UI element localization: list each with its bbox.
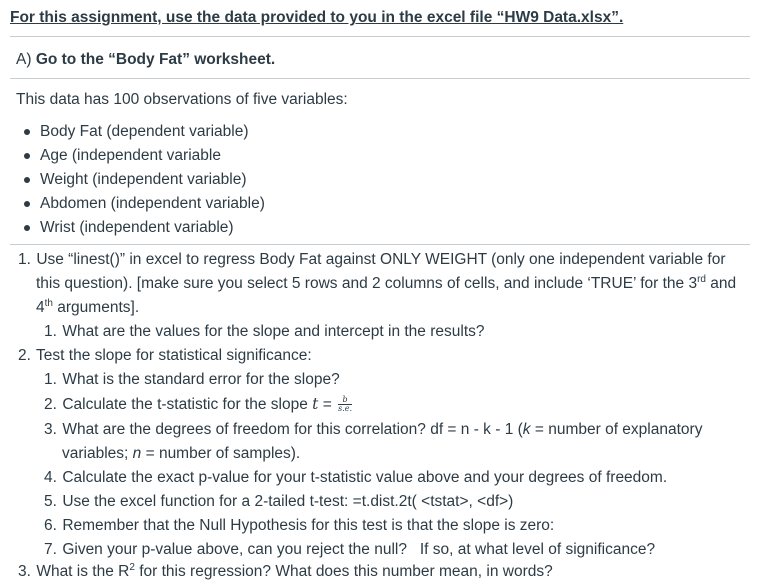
divider [10,78,750,79]
bullet-icon [24,201,30,207]
question-2-sub-3: 3. What are the degrees of freedom for this correlation? df = n - k - 1 (k = number of explanatory [44,421,703,438]
question-2-sub-7: 7. Given your p-value above, can you reject the null? If so, at what level of significance? [44,541,656,558]
divider [10,36,750,37]
bullet-icon [24,225,30,231]
section-a-text: Go to the “Body Fat” worksheet. [35,51,276,68]
question-3: 3. What is the $R^2$ for this regression? What does this number mean, in words? [18,561,553,580]
bullet-icon [24,177,30,183]
section-a-title [16,50,275,70]
question-2-sub-2: 2. Calculate the t-statistic for the slope t = $\frac{b}{s.e.}$ [44,395,352,414]
t-stat-fraction: $\frac{b}{s.e.}$ [338,395,352,414]
intro-text: This data has 100 observations of five variables: [16,91,348,108]
t-variable: t [312,395,319,413]
question-2-sub-6: 6. Remember that the Null Hypothesis for this test is that the slope is zero: [44,517,555,534]
question-2: 2. Test the slope for statistical significance: [18,347,312,364]
question-2-sub-1: 1. What is the standard error for the slope? [44,371,340,388]
list-item: Age (independent variable [24,146,424,166]
list-item: Wrist (independent variable) [24,218,424,238]
divider [10,244,750,245]
question-2-sub-4: 4. Calculate the exact p-value for your t-statistic value above and your degrees of freedom. [44,469,668,486]
question-2-sub-5: 5. Use the excel function for a 2-tailed t-test: =t.dist.2t( <tstat>, <df>) [44,493,514,510]
question-1-line-3: 4th arguments]. [36,297,140,316]
bullet-icon [24,153,30,159]
question-1-line-2: this question). [make sure you select 5 rows and 2 columns of cells, and include ‘TRUE’ for the 3rd and [36,273,737,292]
section-a-prefix: A) [16,51,36,68]
assignment-heading: For this assignment, use the data provided to you in the excel file “HW9 Data.xlsx”. [10,9,624,26]
question-number: 1. [18,251,31,268]
list-item: Weight (independent variable) [24,170,424,190]
question-1-sub-1: 1. What are the values for the slope and intercept in the results? [44,323,485,340]
list-item: Body Fat (dependent variable) [24,122,424,142]
question-2-sub-3-line-2: variables; n = number of samples). [62,445,301,462]
list-item: Abdomen (independent variable) [24,194,424,214]
bullet-icon [24,129,30,135]
question-1: 1. Use “linest()” in excel to regress Body Fat against ONLY WEIGHT (only one independent variable for [18,251,726,268]
